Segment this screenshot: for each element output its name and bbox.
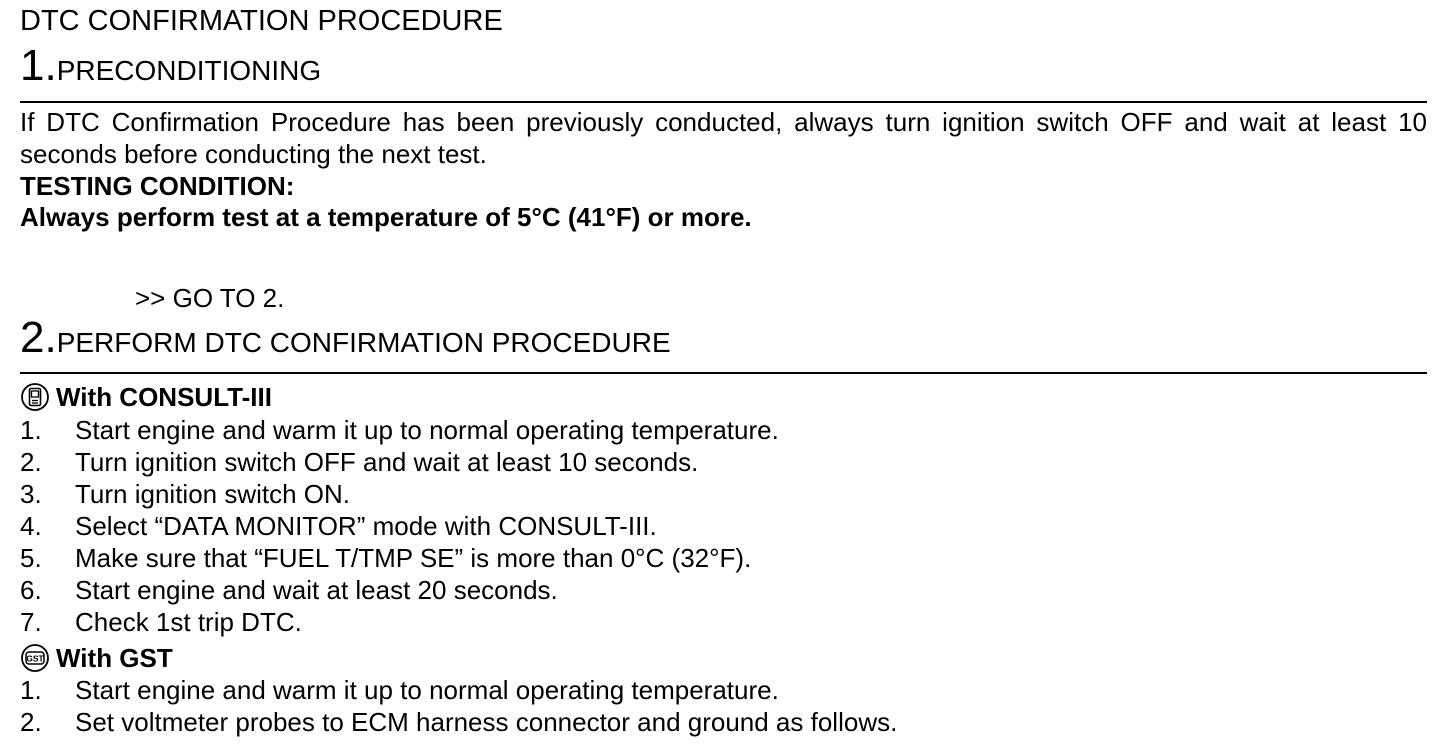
consult-tool-icon xyxy=(20,382,50,412)
step-2-heading xyxy=(20,313,671,368)
list-item-text: Check 1st trip DTC. xyxy=(75,607,302,637)
gst-steps-list xyxy=(20,674,1120,738)
gst-icon-text: GST xyxy=(26,653,44,664)
list-item-text: Start engine and warm it up to normal operating temperature. xyxy=(75,675,779,705)
step-1-label: PRECONDITIONING xyxy=(56,55,322,86)
list-item-number: 5. xyxy=(20,543,42,573)
list-item-number: 1. xyxy=(20,675,42,705)
list-item xyxy=(20,674,1120,706)
list-item-text: Start engine and warm it up to normal operating temperature. xyxy=(75,415,779,445)
list-item xyxy=(20,606,1020,638)
list-item xyxy=(20,478,1020,510)
testing-condition-label: TESTING CONDITION: xyxy=(20,171,295,201)
step-1-paragraph: If DTC Confirmation Procedure has been previously conducted, always turn ignition switch OFF and wait at least 10 seconds before conducting the next test. xyxy=(20,107,1427,169)
list-item xyxy=(20,414,1020,446)
list-item xyxy=(20,446,1020,478)
list-item-number: 1. xyxy=(20,415,42,445)
gst-tool-icon xyxy=(20,643,50,673)
step-2-label: PERFORM DTC CONFIRMATION PROCEDURE xyxy=(56,327,671,358)
list-item-text: Set voltmeter probes to ECM harness connector and ground as follows. xyxy=(75,707,898,737)
goto-step-2: >> GO TO 2. xyxy=(135,283,285,313)
consult-heading xyxy=(20,381,272,413)
list-item-number: 2. xyxy=(20,447,42,477)
list-item xyxy=(20,574,1020,606)
step-1-heading xyxy=(20,41,321,96)
gst-heading-label: With GST xyxy=(56,643,173,673)
list-item xyxy=(20,542,1020,574)
list-item xyxy=(20,706,1120,738)
list-item-text: Make sure that “FUEL T/TMP SE” is more than 0°C (32°F). xyxy=(75,543,752,573)
step-1-number: 1. xyxy=(20,41,57,90)
document-title: DTC CONFIRMATION PROCEDURE xyxy=(20,5,503,37)
step-2-number: 2. xyxy=(20,313,57,362)
list-item xyxy=(20,510,1020,542)
step-2-divider xyxy=(20,372,1427,374)
list-item-number: 7. xyxy=(20,607,42,637)
list-item-text: Start engine and wait at least 20 seconds. xyxy=(75,575,558,605)
testing-condition-text: Always perform test at a temperature of 5°C (41°F) or more. xyxy=(20,202,752,232)
list-item-number: 6. xyxy=(20,575,42,605)
consult-heading-label: With CONSULT-III xyxy=(56,382,272,412)
list-item-text: Turn ignition switch OFF and wait at least 10 seconds. xyxy=(75,447,699,477)
consult-steps-list xyxy=(20,414,1020,638)
list-item-number: 2. xyxy=(20,707,42,737)
step-1-divider xyxy=(20,101,1427,103)
list-item-number: 4. xyxy=(20,511,42,541)
list-item-text: Select “DATA MONITOR” mode with CONSULT-III. xyxy=(75,511,657,541)
list-item-number: 3. xyxy=(20,479,42,509)
list-item-text: Turn ignition switch ON. xyxy=(75,479,351,509)
gst-heading xyxy=(20,642,173,674)
